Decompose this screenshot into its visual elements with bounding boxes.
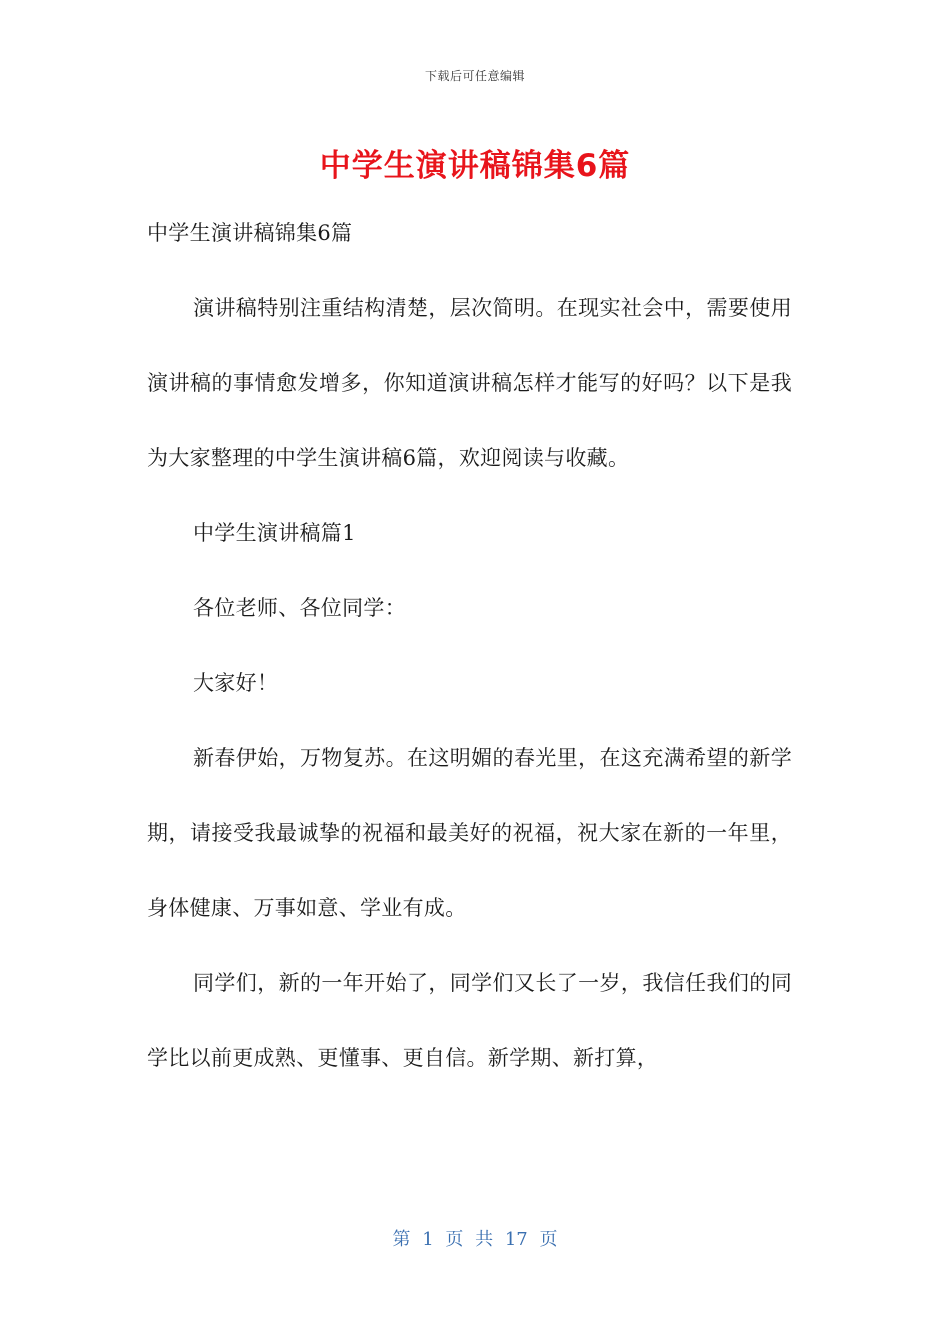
greeting-paragraph: 各位老师、各位同学：	[193, 596, 406, 620]
intro-paragraph: 演讲稿特别注重结构清楚，层次简明。在现实社会中，需要使用演讲稿的事情愈发增多，你知道演讲稿怎样才能写的好吗？以下是我为大家整理的中学生演讲稿6篇，欢迎阅读与收藏。	[147, 296, 792, 470]
document-title: 中学生演讲稿锦集6篇	[319, 148, 631, 184]
document-body	[147, 196, 792, 1096]
page-number-footer: 第 1 页 共 17 页	[392, 1229, 558, 1250]
header-note: 下载后可任意编辑	[424, 69, 525, 83]
body-paragraph: 同学们，新的一年开始了，同学们又长了一岁，我信任我们的同学比以前更成熟、更懂事、更自信。新学期、新打算，	[147, 971, 792, 1070]
body-paragraph: 新春伊始，万物复苏。在这明媚的春光里，在这充满希望的新学期，请接受我最诚挚的祝福和最美好的祝福，祝大家在新的一年里，身体健康、万事如意、学业有成。	[147, 746, 792, 920]
subtitle-paragraph: 中学生演讲稿锦集6篇	[147, 221, 353, 245]
hello-paragraph: 大家好！	[193, 671, 279, 695]
section-heading: 中学生演讲稿篇1	[193, 521, 356, 545]
